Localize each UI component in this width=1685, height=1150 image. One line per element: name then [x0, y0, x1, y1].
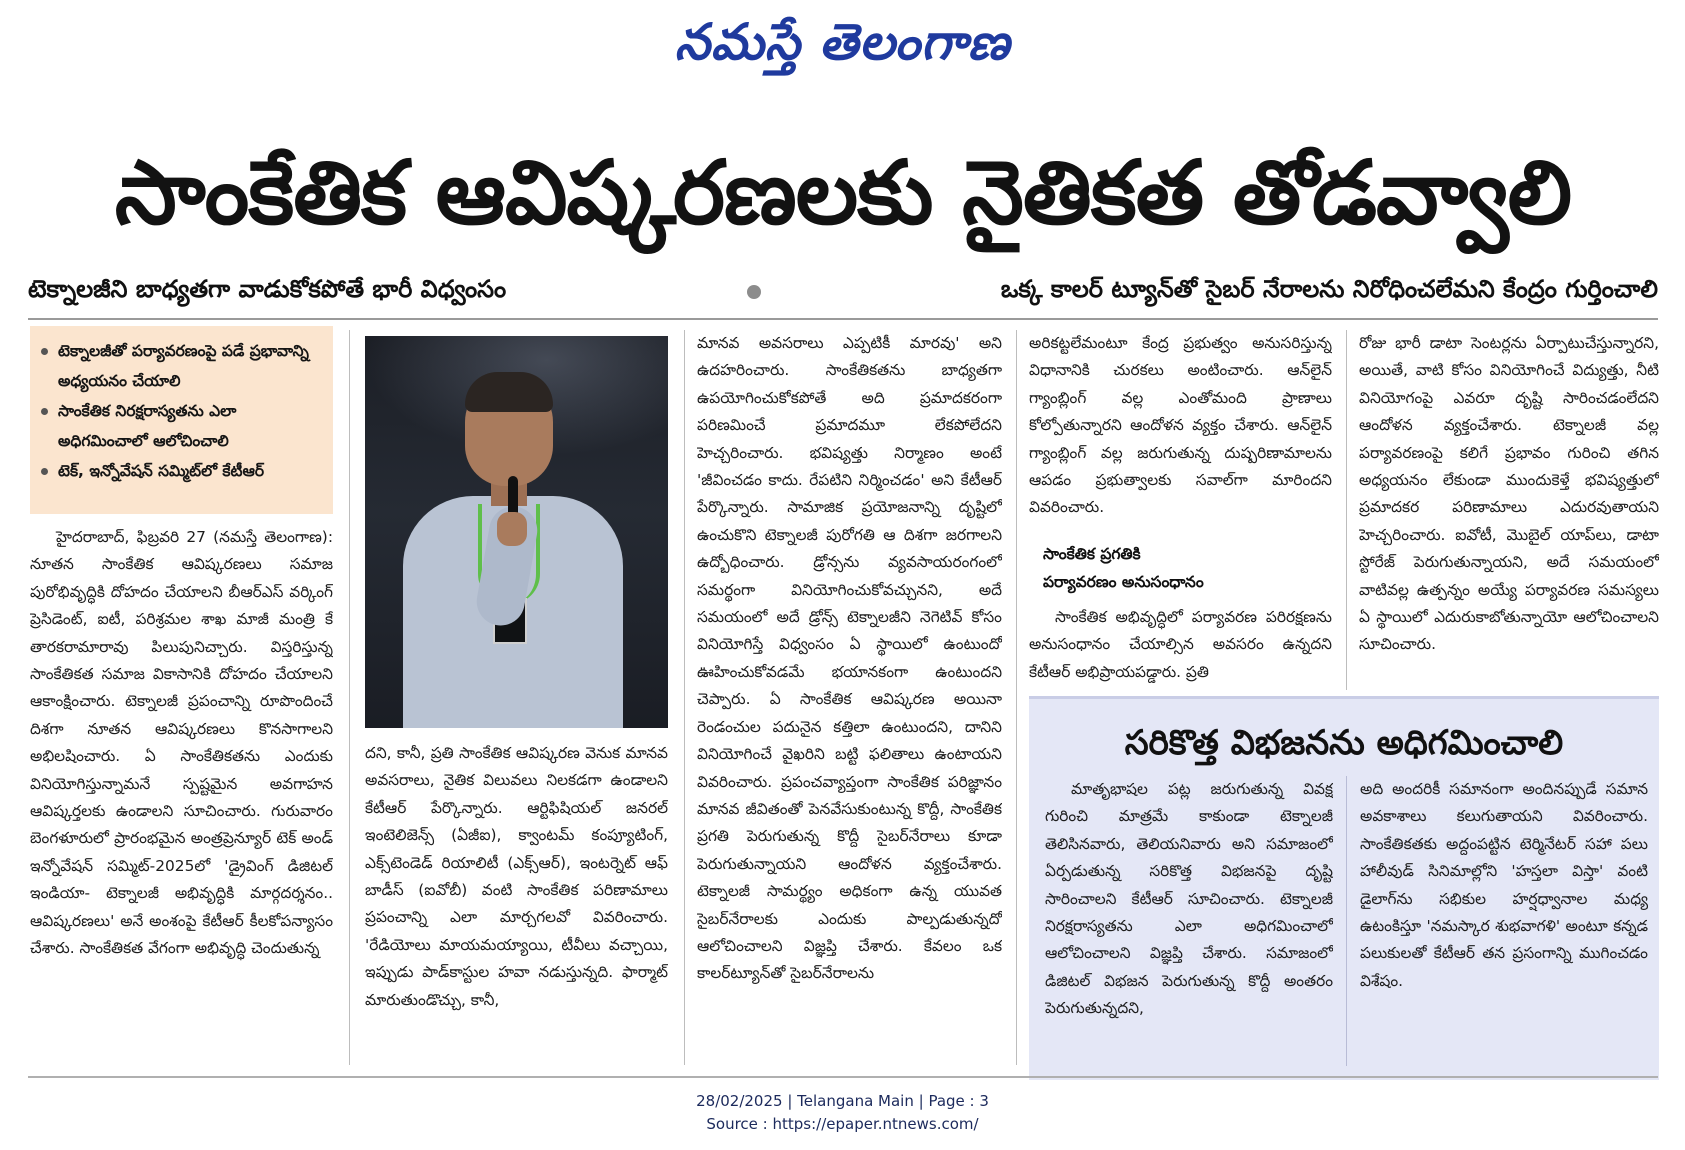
footer-source: Source : https://epaper.ntnews.com/ — [706, 1115, 979, 1133]
article-column-3 — [697, 330, 1002, 1060]
subdeck-right: ఒక్క కాలర్ ట్యూన్‌తో సైబర్ నేరాలను నిరోధించలేమని కేంద్రం గుర్తించాలి — [1000, 275, 1658, 303]
article-column-4-continued — [1029, 604, 1332, 688]
paragraph: రోజు భారీ డాటా సెంటర్లను ఏర్పాటుచేస్తున్నారని, అయితే, వాటి కోసం వినియోగించే విద్యుత్తు, నీటి వినియోగంపై ఎవరూ దృష్టి సారించడంలేదని ఆందోళన వ్యక్తంచేశారు. టెక్నాలజీ వల్ల పర్యావరణంపై కలిగే ప్రభావం గురించి తగిన అధ్యయనం లేకుండా ముందుకెళ్తే భవిష్యత్తులో ప్రమాదకర పరిణామాలు ఎదురవుతాయని హెచ్చరించారు. ఐవోటీ, మొబైల్ యాప్‌లు, డాటా స్టోరేజ్ పెరుగుతున్నాయని, అదే సమయంలో వాటివల్ల ఉత్పన్నం అయ్యే పర్యావరణ సమస్యలు ఏ స్థాయిలో ఎదురుకాబోతున్నాయో ఆలోచించాలని సూచించారు. — [1359, 334, 1659, 654]
top-rule — [28, 318, 1658, 320]
paragraph: అరికట్టలేమంటూ కేంద్ర ప్రభుత్వం అనుసరిస్తున్న విధానానికి చురకలు అంటించారు. ఆన్‌లైన్ గ్యాంబ్లింగ్ వల్ల ఎంతోమంది ప్రాణాలు కోల్పోతున్నారని ఆందోళన వ్యక్తం చేశారు. ఆన్‌లైన్ గ్యాంబ్లింగ్ వల్ల జరుగుతున్న దుష్పరిణామాలను ఆపడం ప్రభుత్వాలకు సవాల్‌గా మారిందని వివరించారు. — [1029, 334, 1332, 517]
article-column-5 — [1359, 330, 1659, 688]
paragraph: హైదరాబాద్, ఫిబ్రవరి 27 (నమస్తే తెలంగాణ): నూతన సాంకేతిక ఆవిష్కరణలు సమాజ పురోభివృద్ధికి దోహదం చేయాలని బీఆర్‌ఎస్ వర్కింగ్ ప్రెసిడెంట్, ఐటీ, పరిశ్రమల శాఖ మాజీ మంత్రి కే తారకరామారావు పిలుపునిచ్చారు. విస్తరిస్తున్న సాంకేతికత సమాజ వికాసానికి దోహదం చేయాలని ఆకాంక్షించారు. టెక్నాలజీ ప్రపంచాన్ని రూపొందించే దిశగా నూతన ఆవిష్కరణలు కొనసాగాలని అభిలషించారు. ఏ సాంకేతికతను ఎందుకు వినియోగిస్తున్నామనే స్పష్టమైన అవగాహన ఆవిష్కర్తలకు ఉండాలని సూచించారు. గురువారం బెంగళూరులో ప్రారంభమైన అంత్రప్రెన్యూర్ టెక్ అండ్ ఇన్నోవేషన్ సమ్మిట్-2025లో 'డ్రైవింగ్ డిజిటల్ ఇండియా- టెక్నాలజీ అభివృద్ధికి మార్గదర్శనం.. ఆవిష్కరణలు' అనే అంశంపై కేటీఆర్ కీలకోపన్యాసం చేశారు. సాంకేతికత వేగంగా అభివృద్ధి చెందుతున్న — [30, 528, 333, 958]
column-divider — [1346, 330, 1347, 690]
column-divider — [1346, 776, 1347, 1066]
subheading-line: సాంకేతిక ప్రగతికి — [1043, 545, 1141, 563]
speaker-photo — [365, 336, 668, 728]
subdeck-left: టెక్నాలజీని బాధ్యతగా వాడుకోకపోతే భారీ విధ్వంసం — [28, 275, 507, 303]
highlight-item: టెక్నాలజీతో పర్యావరణంపై పడే ప్రభావాన్ని అధ్యయనం చేయాలి — [38, 336, 325, 396]
paragraph: దని, కానీ, ప్రతి సాంకేతిక ఆవిష్కరణ వెనుక మానవ అవసరాలు, నైతిక విలువలు నిలకడగా ఉండాలని కేటీఆర్ పేర్కొన్నారు. ఆర్టిఫిషియల్ జనరల్ ఇంటెలిజెన్స్ (ఏజీఐ), క్వాంటమ్ కంప్యూటింగ్, ఎక్స్‌టెండెడ్ రియాలిటీ (ఎక్స్‌ఆర్), ఇంటర్నెట్ ఆఫ్ బాడీస్ (ఐవోబీ) వంటి సాంకేతిక పరిణామాలు ప్రపంచాన్ని ఎలా మార్చగలవో వివరించారు. 'రేడియోలు మాయమయ్యాయి, టీవీలు వచ్చాయి, ఇప్పుడు పాడ్‌కాస్టుల హవా నడుస్తున్నది. ఫార్మాట్ మారుతుండొచ్చు, కానీ, — [365, 744, 668, 1009]
article-column-4 — [1029, 330, 1332, 530]
masthead-logo: నమస్తే తెలంగాణ — [674, 13, 1011, 71]
boxed-column-right — [1360, 776, 1648, 1066]
paragraph: సాంకేతిక అభివృద్ధిలో పర్యావరణ పరిరక్షణను అనుసంధానం చేయాల్సిన అవసరం ఉన్నదని కేటీఆర్ అభిప్రాయపడ్డారు. ప్రతి — [1029, 608, 1332, 681]
paragraph: మాతృభాషల పట్ల జరుగుతున్న వివక్ష గురించి మాత్రమే కాకుండా టెక్నాలజీ తెలిసినవారు, తెలియనివారు అని సమాజంలో ఏర్పడుతున్న సరికొత్త విభజనపై దృష్టి సారించాలని కేటీఆర్ సూచించారు. టెక్నాలజీ నిరక్షరాస్యతను ఎలా అధిగమించాలో ఆలోచించాలని విజ్ఞప్తి చేశారు. సమాజంలో డిజిటల్ విభజన పెరుగుతున్న కొద్దీ అంతరం పెరుగుతున్నదని, — [1045, 780, 1333, 1018]
column-divider — [349, 330, 350, 1065]
highlight-item: టెక్, ఇన్నోవేషన్ సమ్మిట్‌లో కేటీఆర్ — [38, 456, 325, 486]
paragraph: మానవ అవసరాలు ఎప్పటికీ మారవు' అని ఉదహరించారు. సాంకేతికతను బాధ్యతగా ఉపయోగించుకోకపోతే అది ప్రమాదకరంగా పరిణమించే ప్రమాదమూ లేకపోలేదని హెచ్చరించారు. భవిష్యత్తు నిర్మాణం అంటే 'జీవించడం కాదు. రేపటిని నిర్మించడం' అని కేటీఆర్ పేర్కొన్నారు. సామాజిక ప్రయోజనాన్ని దృష్టిలో ఉంచుకొని టెక్నాలజీ పురోగతి ఆ దిశగా జరగాలని ఉద్బోధించారు. డ్రోన్సను వ్యవసాయరంగంలో సమర్థంగా వినియోగించుకోవచ్చునని, అదే సమయంలో అదే డ్రోన్స్ టెక్నాలజీని నెగెటివ్ కోసం వినియోగిస్తే విధ్వంసం ఏ స్థాయిలో ఉంటుందో ఊహించుకోవడమే భయానకంగా ఉంటుందని చెప్పారు. ఏ సాంకేతిక ఆవిష్కరణ అయినా రెండంచుల పదునైన కత్తిలా ఉంటుందని, దానిని వినియోగించే వైఖరిని బట్టి ఫలితాలు ఉంటాయని వివరించారు. ప్రపంచవ్యాప్తంగా సాంకేతిక పరిజ్ఞానం మానవ జీవితంతో పెనవేసుకుంటున్న కొద్దీ, సాంకేతిక ప్రగతి పెరుగుతున్న కొద్దీ సైబర్‌నేరాలు కూడా పెరుగుతున్నాయని ఆందోళన వ్యక్తంచేశారు. టెక్నాలజీ సామర్థ్యం అధికంగా ఉన్న యువత సైబర్‌నేరాలకు ఎందుకు పాల్పడుతున్నదో ఆలోచించాలని విజ్ఞప్తి చేశారు. కేవలం ఒక కాలర్‌ట్యూన్‌తో సైబర్‌నేరాలను — [697, 334, 1002, 983]
paragraph: అది అందరికీ సమానంగా అందినప్పుడే సమాన అవకాశాలు కలుగుతాయని వివరించారు. సాంకేతికతకు అద్దంపట్టిన టెర్మినేటర్ సహా పలు హాలీవుడ్ సినిమాల్లోని 'హస్తలా విస్తా' వంటి డైలాగ్‌ను సభికుల హర్షధ్వానాల మధ్య ఉటంకిస్తూ 'నమస్కార శుభవాగళి' అంటూ కన్నడ పలుకులతో కేటీఆర్ తన ప్రసంగాన్ని ముగించడం విశేషం. — [1360, 780, 1648, 990]
section-subheading — [1043, 540, 1323, 596]
bottom-rule — [28, 1076, 1658, 1078]
bullet-icon — [747, 285, 761, 299]
footer-date-edition: 28/02/2025 | Telangana Main | Page : 3 — [696, 1092, 989, 1110]
highlights-box — [30, 326, 333, 514]
column-divider — [684, 330, 685, 1065]
article-column-1 — [30, 524, 333, 1059]
boxed-section-title: సరికొత్త విభజనను అధిగమించాలి — [1124, 723, 1564, 763]
subheading-line: పర్యావరణం అనుసంధానం — [1043, 573, 1204, 591]
column-divider — [1016, 330, 1017, 1065]
sub-headline — [28, 270, 1658, 314]
boxed-column-left — [1045, 776, 1333, 1066]
article-column-2 — [365, 740, 668, 1060]
highlight-item: సాంకేతిక నిరక్షరాస్యతను ఎలా అధిగమించాలో ఆలోచించాలి — [38, 396, 325, 456]
headline: సాంకేతిక ఆవిష్కరణలకు నైతికత తోడవ్వాలి — [114, 141, 1572, 244]
